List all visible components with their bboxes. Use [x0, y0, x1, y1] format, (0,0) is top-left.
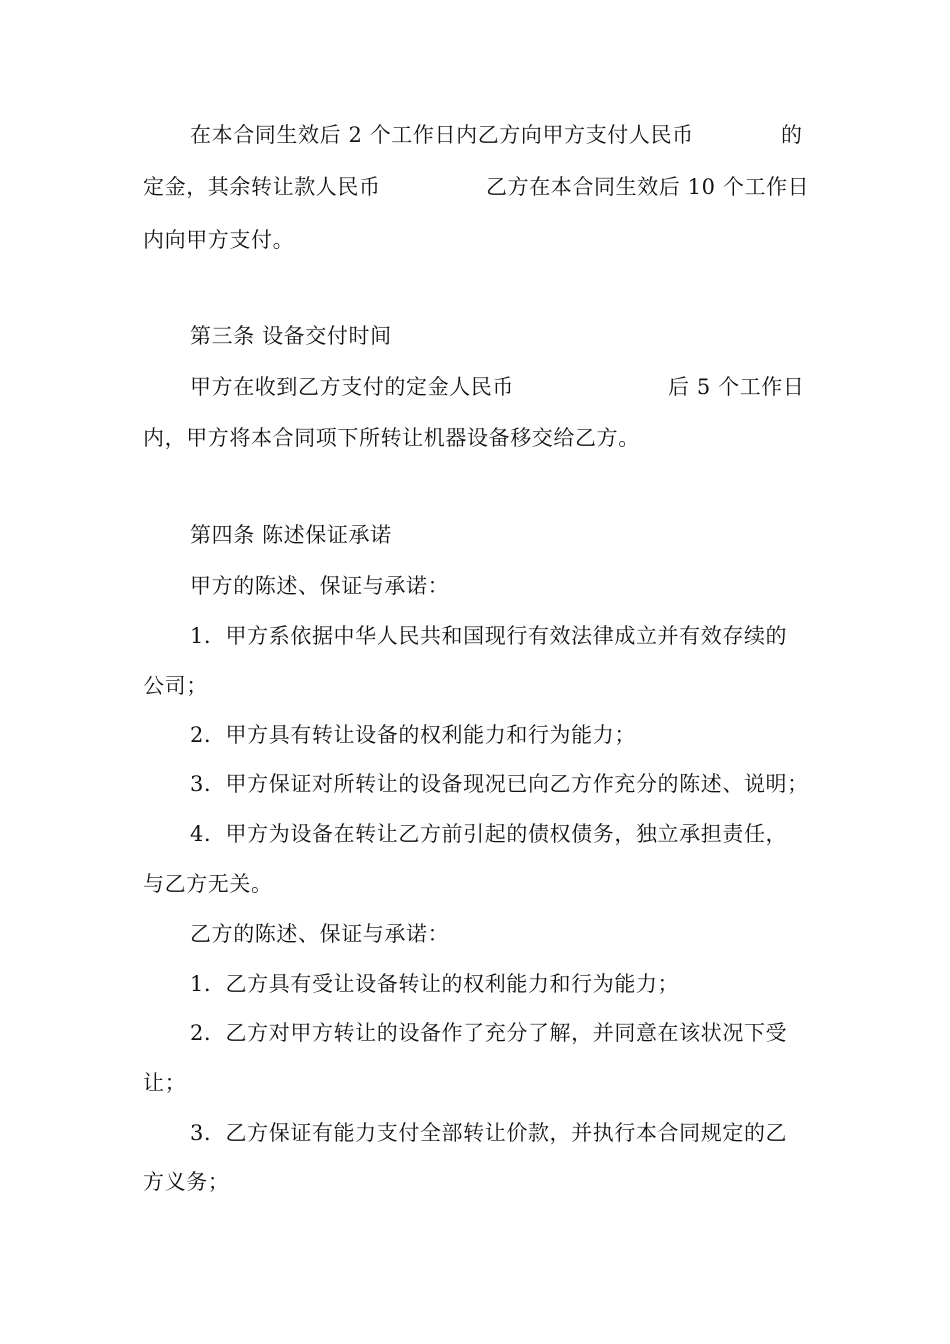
article3-line2: 内，甲方将本合同项下所转让机器设备移交给乙方。 — [143, 426, 640, 450]
party-a-title: 甲方的陈述、保证与承诺： — [190, 574, 450, 598]
article3-heading: 第三条 设备交付时间 — [190, 324, 392, 348]
party-b-title: 乙方的陈述、保证与承诺： — [190, 922, 450, 946]
para1-line1-text: 在本合同生效后 2 个工作日内乙方向甲方支付人民币 — [190, 123, 694, 147]
party-b-item1: 1．乙方具有受让设备转让的权利能力和行为能力； — [190, 972, 680, 996]
party-a-item4-line2: 与乙方无关。 — [143, 872, 273, 896]
para1-line1-end: 的 — [781, 123, 802, 147]
party-b-item2-line2: 让； — [143, 1071, 187, 1095]
para1-line3: 内向甲方支付。 — [143, 228, 295, 252]
party-a-item1-line2: 公司； — [143, 674, 208, 698]
article3-line1-left: 甲方在收到乙方支付的定金人民币 — [190, 375, 514, 399]
party-b-item3-line1: 3．乙方保证有能力支付全部转让价款，并执行本合同规定的乙 — [190, 1121, 788, 1145]
party-a-item2: 2．甲方具有转让设备的权利能力和行为能力； — [190, 723, 636, 747]
para1-line2-left: 定金，其余转让款人民币 — [143, 175, 381, 199]
party-b-item2-line1: 2．乙方对甲方转让的设备作了充分了解，并同意在该状况下受 — [190, 1021, 788, 1045]
party-a-item4-line1: 4．甲方为设备在转让乙方前引起的债权债务，独立承担责任， — [190, 822, 788, 846]
article3-line1-right: 后 5 个工作日 — [668, 375, 805, 399]
para1-line2-right: 乙方在本合同生效后 10 个工作日 — [486, 175, 810, 199]
article4-heading: 第四条 陈述保证承诺 — [190, 523, 392, 547]
party-b-item3-line2: 方义务； — [143, 1170, 230, 1194]
party-a-item3: 3．甲方保证对所转让的设备现况已向乙方作充分的陈述、说明； — [190, 772, 809, 796]
para1-line1 — [190, 121, 694, 149]
party-a-item1-line1: 1．甲方系依据中华人民共和国现行有效法律成立并有效存续的 — [190, 624, 788, 648]
